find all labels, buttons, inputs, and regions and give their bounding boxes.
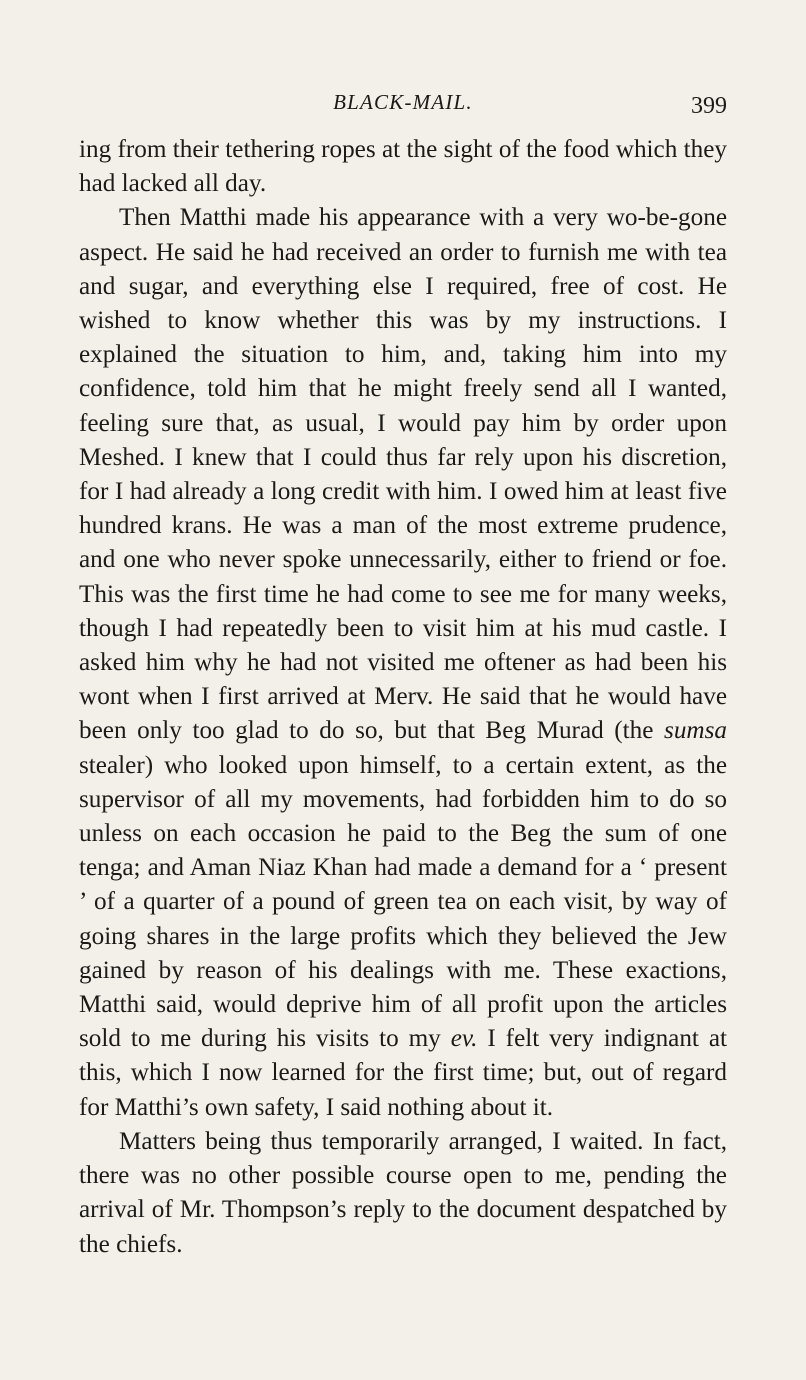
paragraph-3-text: Matters being thus temporarily arranged, I waited. In fact, there was no other possible course open to me, pending the arrival of Mr. Thompson’s reply to the document despatched by the chiefs. bbox=[79, 1127, 727, 1258]
paragraph-2-text-a: Then Matthi made his appearance with a very wo-be-gone aspect. He said he had received an order to furnish me with tea and sugar, and everything else I required, free of cost. He wished to know whether this was by my instructions. I explained the situation to him, and, taking him into my confidence, told him that he might freely send all I wanted, feeling sure that, as usual, I would pay him by order upon Meshed. I knew that I could thus far rely upon his discretion, for I had already a long credit with him. I owed him at least five hundred krans. He was a man of the most extreme prudence, and one who never spoke unnecessarily, either to friend or foe. This was the first time he had come to see me for many weeks, though I had repeatedly been to visit him at his mud castle. I asked him why he had not visited me oftener as had been his wont when I first arrived at Merv. He said that he would have been only too glad to do so, but that Beg Murad (the bbox=[79, 204, 727, 745]
paragraph-2-text-e: I felt very indignant at this, which I now learned for the first time; but, out of regard for Matthi’s own safety, I said nothing about it. bbox=[79, 1025, 728, 1121]
running-title: BLACK-MAIL. bbox=[333, 90, 473, 114]
running-head bbox=[79, 88, 727, 128]
italic-term-ev: ev. bbox=[450, 1025, 478, 1053]
page-number: 399 bbox=[691, 93, 727, 119]
paragraph-2-text-c: stealer) who looked upon himself, to a certain extent, as the supervisor of all my movements, had forbidden him to do so unless on each occasion he paid to the Beg the sum of one tenga; and Aman Niaz Khan had made a demand for a ‘ present ’ of a quarter of a pound of green tea on each visit, by way of going shares in the large profits which they believed the Jew gained by reason of his dealings with me. These exactions, Matthi said, would deprive him of all profit upon the articles sold to me during his visits to my bbox=[79, 751, 727, 1053]
body-text bbox=[79, 133, 727, 1262]
paragraph-3 bbox=[79, 1125, 727, 1262]
paragraph-2 bbox=[79, 201, 727, 1124]
paragraph-1 bbox=[79, 133, 727, 201]
italic-term-sumsa: sumsa bbox=[664, 717, 728, 745]
paragraph-1-text: ing from their tethering ropes at the sight of the food which they had lacked all day. bbox=[79, 136, 727, 198]
